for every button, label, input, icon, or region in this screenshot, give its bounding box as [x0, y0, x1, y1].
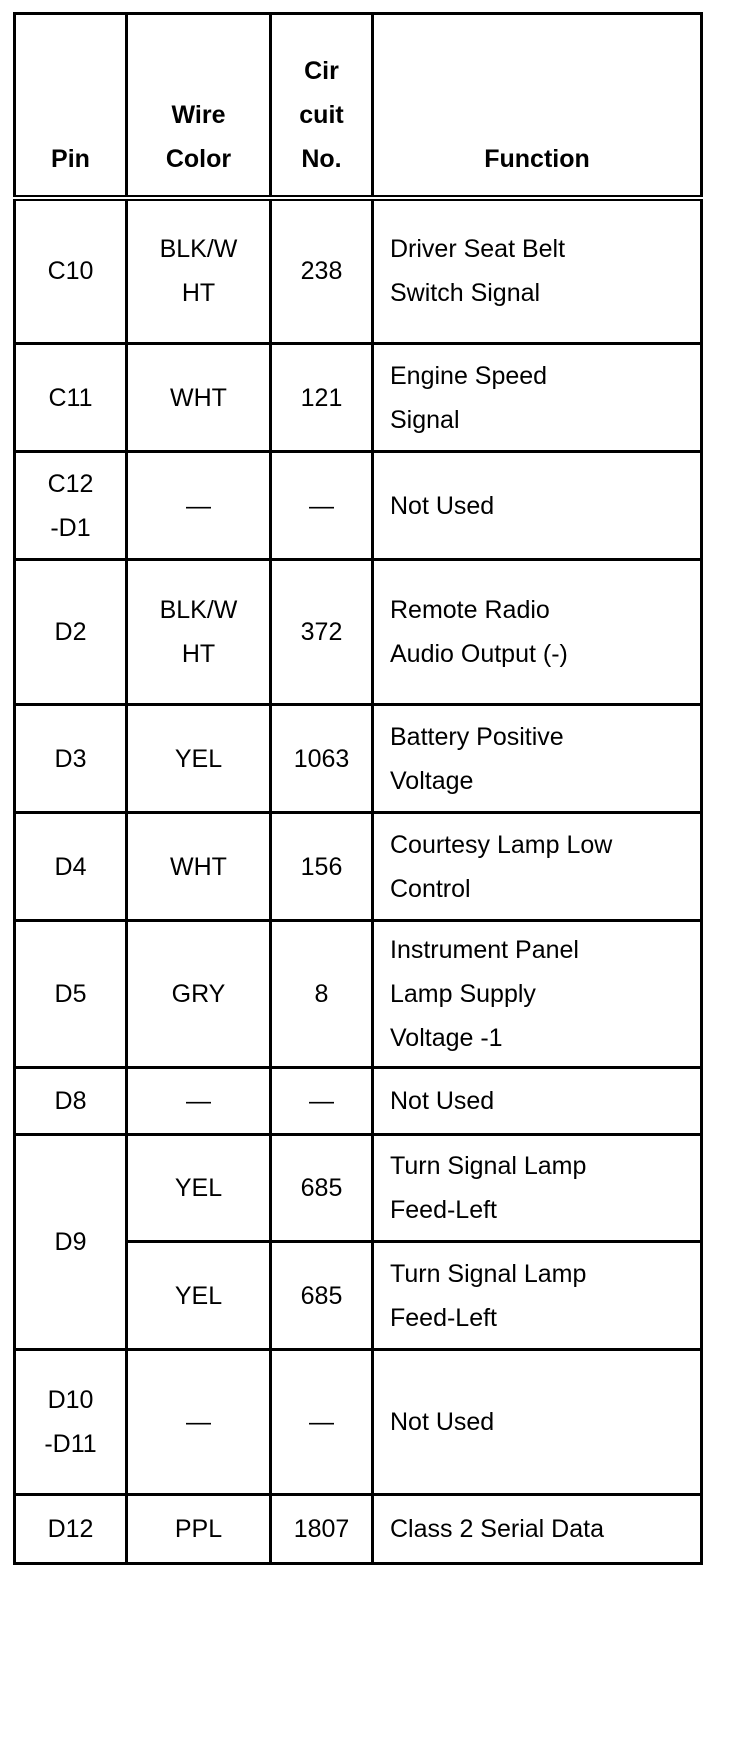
wire-color-cell: WHT: [127, 813, 271, 921]
circuit-cell: 1063: [271, 705, 373, 813]
function-cell: Turn Signal Lamp Feed-Left: [373, 1242, 702, 1350]
function-cell: Not Used: [373, 1350, 702, 1495]
function-cell: Engine Speed Signal: [373, 344, 702, 452]
pin-cell: C11: [15, 344, 127, 452]
wire-color-cell: WHT: [127, 344, 271, 452]
table-row: [15, 1350, 702, 1495]
circuit-cell: —: [271, 1068, 373, 1135]
circuit-cell: 685: [271, 1135, 373, 1242]
wire-color-cell: YEL: [127, 705, 271, 813]
wire-color-cell: PPL: [127, 1495, 271, 1564]
circuit-cell: 685: [271, 1242, 373, 1350]
function-cell: Courtesy Lamp Low Control: [373, 813, 702, 921]
table-row: [15, 813, 702, 921]
function-cell: Battery Positive Voltage: [373, 705, 702, 813]
header-wire-color: Wire Color: [127, 14, 271, 198]
table-row: [15, 1135, 702, 1242]
table-row: [15, 1068, 702, 1135]
function-cell: Turn Signal Lamp Feed-Left: [373, 1135, 702, 1242]
table-row: [15, 1495, 702, 1564]
circuit-cell: 372: [271, 560, 373, 705]
table-row: [15, 921, 702, 1068]
wire-color-cell: YEL: [127, 1242, 271, 1350]
wire-color-cell: YEL: [127, 1135, 271, 1242]
pin-cell: D4: [15, 813, 127, 921]
pin-cell: D2: [15, 560, 127, 705]
wire-color-cell: —: [127, 1350, 271, 1495]
pin-cell: D5: [15, 921, 127, 1068]
circuit-cell: 1807: [271, 1495, 373, 1564]
pin-cell: D12: [15, 1495, 127, 1564]
pin-cell: D9: [15, 1135, 127, 1350]
function-cell: Not Used: [373, 452, 702, 560]
table-row: [15, 198, 702, 344]
wire-color-cell: BLK/W HT: [127, 560, 271, 705]
circuit-cell: 238: [271, 198, 373, 344]
function-cell: Not Used: [373, 1068, 702, 1135]
header-function: Function: [373, 14, 702, 198]
circuit-cell: 121: [271, 344, 373, 452]
header-row: [15, 14, 702, 198]
wire-color-cell: BLK/W HT: [127, 198, 271, 344]
pin-cell: D8: [15, 1068, 127, 1135]
function-cell: Class 2 Serial Data: [373, 1495, 702, 1564]
circuit-cell: —: [271, 1350, 373, 1495]
circuit-cell: —: [271, 452, 373, 560]
pin-cell: D10 -D11: [15, 1350, 127, 1495]
wire-color-cell: GRY: [127, 921, 271, 1068]
wire-color-cell: —: [127, 1068, 271, 1135]
header-pin: Pin: [15, 14, 127, 198]
table-row: [15, 344, 702, 452]
function-cell: Remote Radio Audio Output (-): [373, 560, 702, 705]
circuit-cell: 8: [271, 921, 373, 1068]
table-row: [15, 560, 702, 705]
pin-assignment-table: [13, 12, 703, 1565]
function-cell: Driver Seat Belt Switch Signal: [373, 198, 702, 344]
pin-cell: D3: [15, 705, 127, 813]
header-circuit-no: Cir cuit No.: [271, 14, 373, 198]
table-row: [15, 705, 702, 813]
table-row: [15, 452, 702, 560]
circuit-cell: 156: [271, 813, 373, 921]
function-cell: Instrument Panel Lamp Supply Voltage -1: [373, 921, 702, 1068]
pin-cell: C10: [15, 198, 127, 344]
pin-cell: C12 -D1: [15, 452, 127, 560]
wire-color-cell: —: [127, 452, 271, 560]
